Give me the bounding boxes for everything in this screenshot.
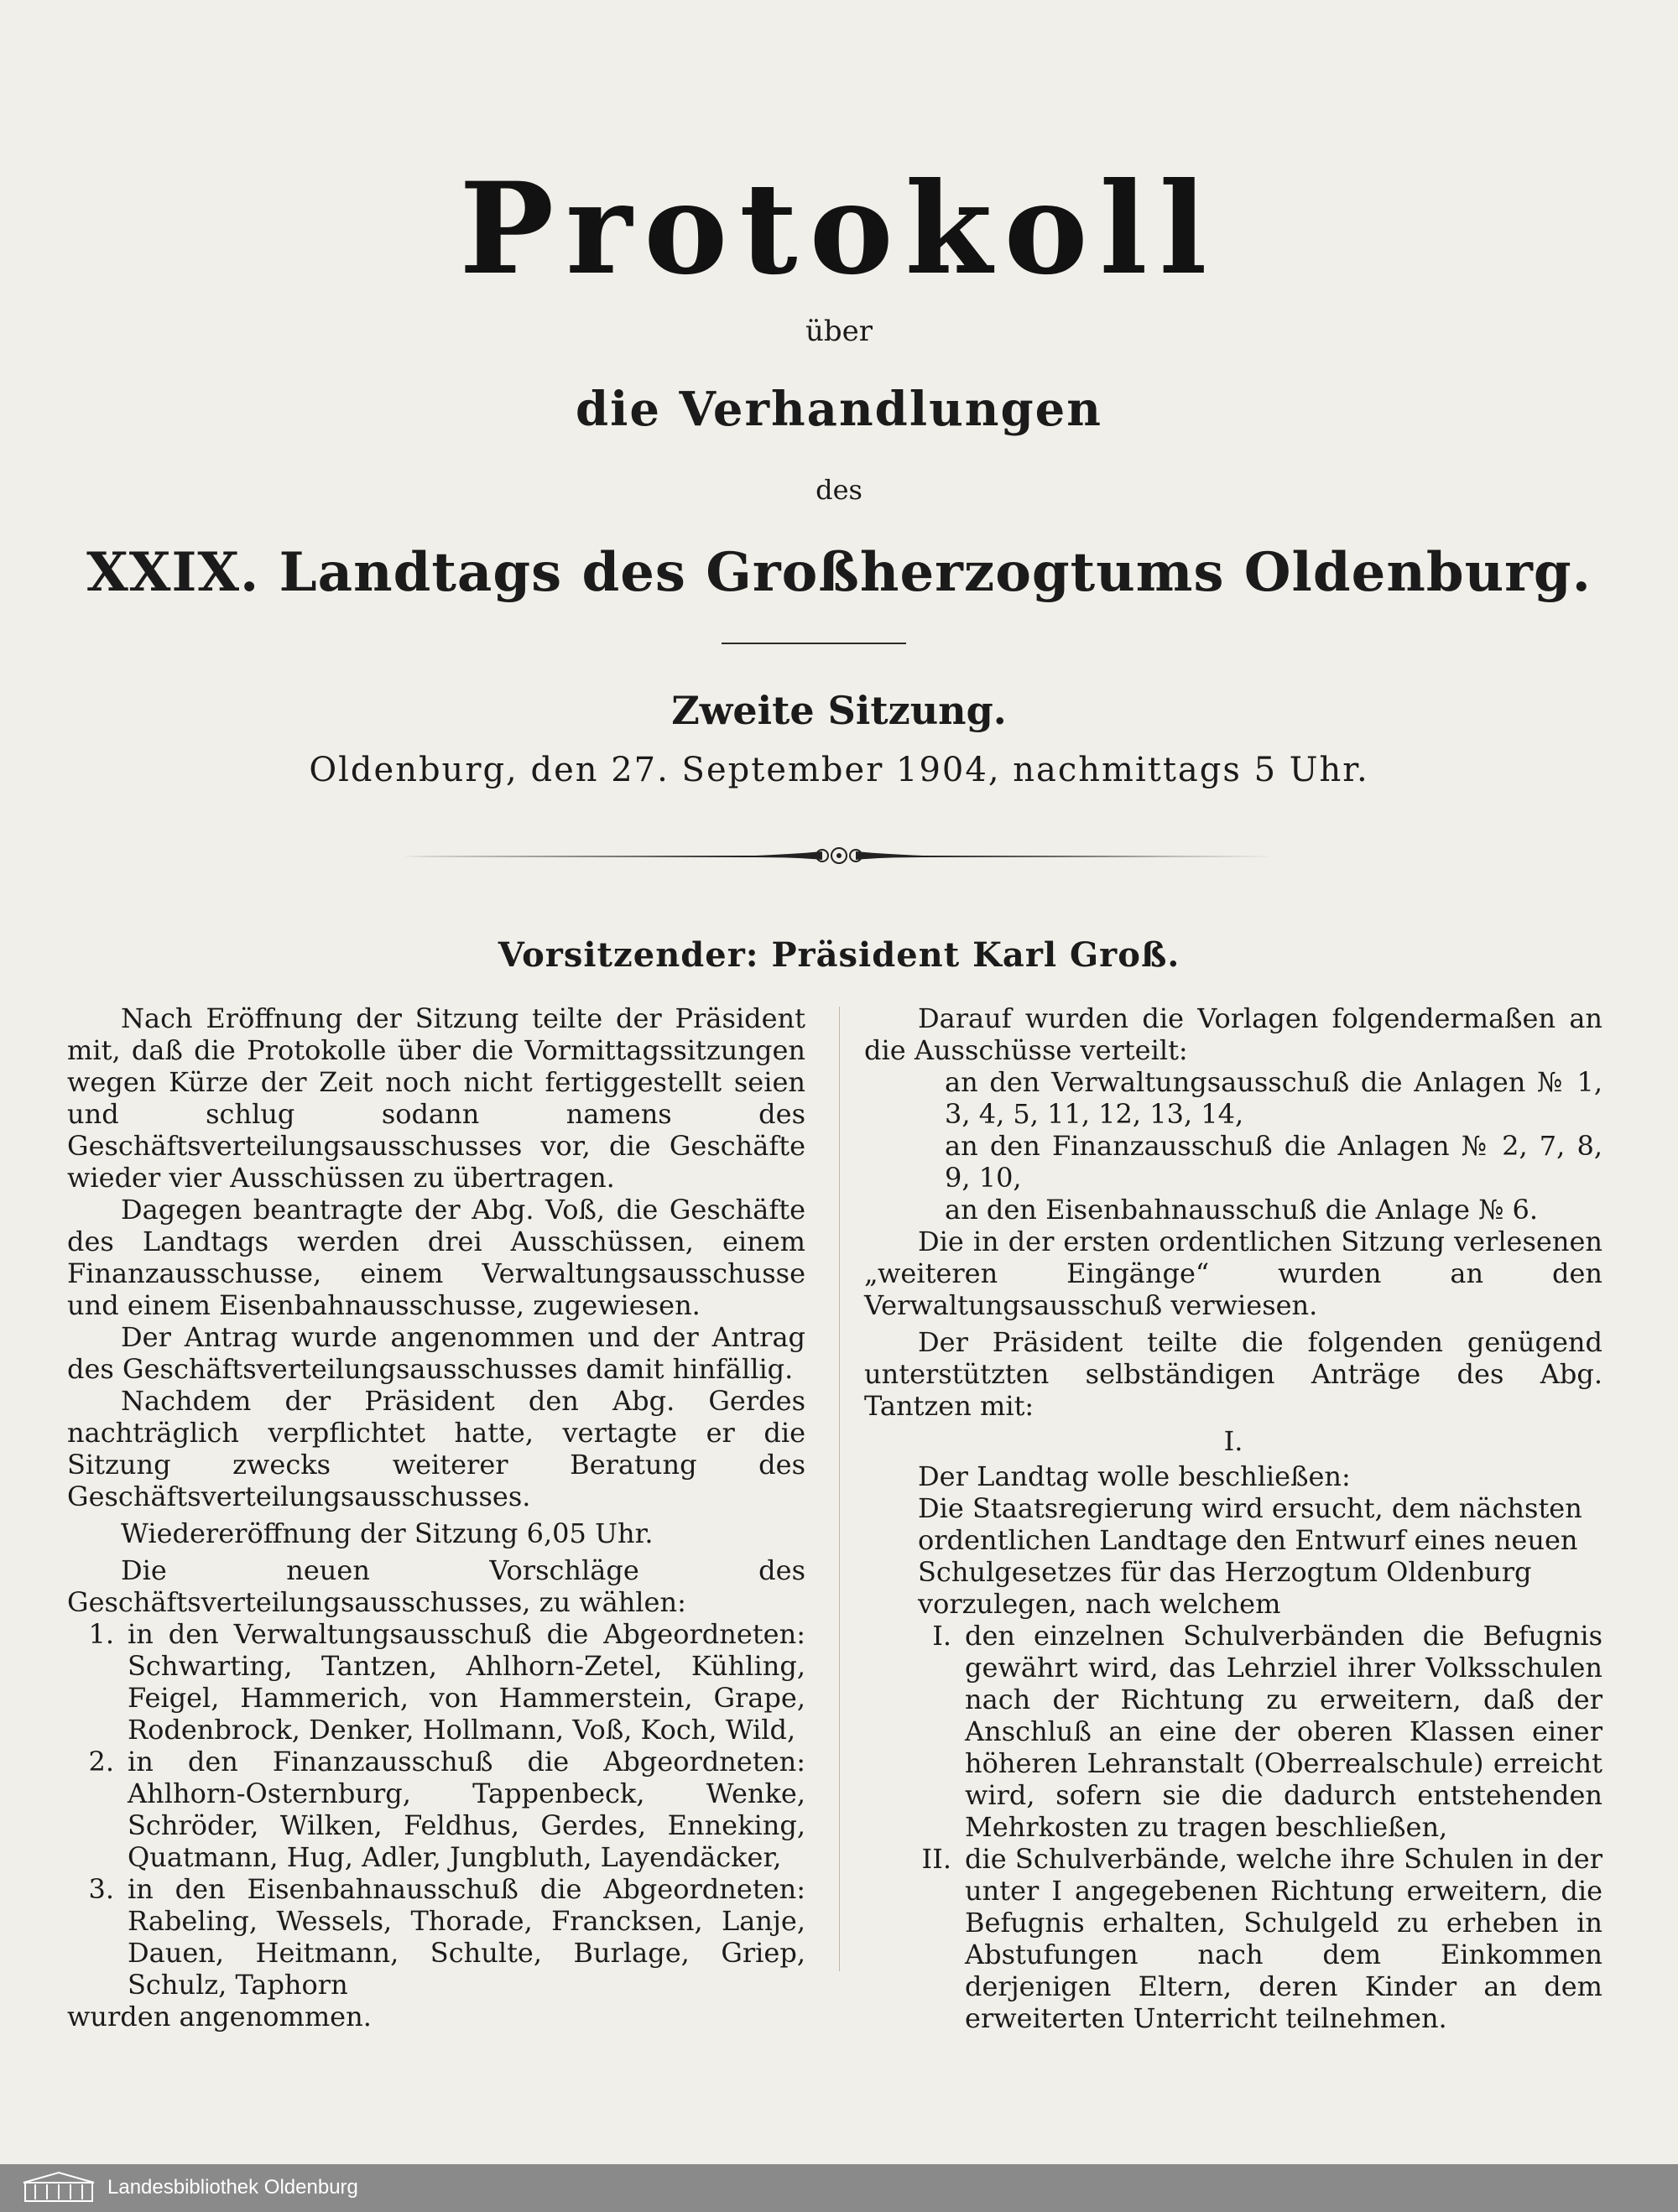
subtitle-verhandlungen: die Verhandlungen (575, 382, 1103, 437)
paragraph: Darauf wurden die Vorlagen folgendermaßen an die Ausschüsse verteilt: (864, 1002, 1602, 1066)
footer-bar (0, 2164, 1678, 2212)
left-column (67, 1002, 805, 2032)
list-item (67, 1618, 805, 1746)
paragraph: Dagegen beantragte der Abg. Voß, die Geschäfte des Landtags werden drei Ausschüssen, einem Finanzausschusse, einem Verwaltungsausschusse und einem Eisenbahnausschusse, zugewiesen. (67, 1194, 805, 1321)
list-text: in den Verwaltungsausschuß die Abgeordneten: Schwarting, Tantzen, Ahlhorn-Zetel, Kühling, Feigel, Hammerich, von Hammerstein, Grape, Rodenbrock, Denker, Hollmann, Voß, Koch, Wild, (128, 1618, 805, 1746)
paragraph: Die neuen Vorschläge des Geschäftsverteilungsausschusses, zu wählen: (67, 1554, 805, 1618)
motion-text: Die Staatsregierung wird ersucht, dem nächsten ordentlichen Landtage den Entwurf eines neuen Schulgesetzes für das Herzogtum Oldenburg vorzulegen, nach welchem (918, 1492, 1582, 1620)
list-number: 3. (88, 1873, 114, 1905)
list-item (67, 1746, 805, 1873)
list-item (67, 1873, 805, 2001)
session-date: Oldenburg, den 27. September 1904, nachmittags 5 Uhr. (309, 751, 1369, 789)
right-column (864, 1002, 1602, 2034)
list-number: 1. (88, 1618, 114, 1650)
list-text: den einzelnen Schulverbänden die Befugnis gewährt wird, das Lehrziel ihrer Volksschulen nach der Richtung zu erweitern, daß der Anschluß an eine der oberen Klassen einer höheren Lehranstalt (Oberrealschule) erreicht wird, sofern sie die dadurch entstehenden Mehrkosten zu tragen beschließen, (965, 1620, 1602, 1843)
chairman-line: Vorsitzender: Präsident Karl Groß. (498, 935, 1180, 975)
column-divider (839, 1007, 840, 1971)
paragraph: wurden angenommen. (67, 2001, 372, 2032)
session-heading: Zweite Sitzung. (671, 688, 1007, 733)
landtag-heading: XXIX. Landtags des Großherzogtums Oldenburg. (86, 541, 1592, 604)
list-text: in den Finanzausschuß die Abgeordneten: Ahlhorn-Osternburg, Tappenbeck, Wenke, Schröder, Wilken, Feldhus, Gerdes, Enneking, Quatmann, Hug, Adler, Jungbluth, Layendäcker, (128, 1746, 805, 1873)
subtitle-des: des (816, 474, 862, 506)
distribution-item: an den Eisenbahnausschuß die Anlage № 6. (945, 1194, 1539, 1226)
paragraph: Die in der ersten ordentlichen Sitzung verlesenen „weiteren Eingänge“ wurden an den Verwaltungsausschuß verwiesen. (864, 1226, 1602, 1321)
list-number: II. (921, 1843, 951, 1875)
roman-heading: I. (1223, 1425, 1243, 1457)
list-item (864, 1843, 1602, 2034)
distribution-item: an den Finanzausschuß die Anlagen № 2, 7, 8, 9, 10, (945, 1130, 1602, 1194)
document-title: Protokoll (459, 155, 1219, 303)
resolution-line: Der Landtag wolle beschließen: (918, 1460, 1351, 1492)
paragraph: Der Präsident teilte die folgenden genügend unterstützten selbständigen Anträge des Abg. Tantzen mit: (864, 1326, 1602, 1422)
library-building-icon (20, 2171, 97, 2204)
committee-list (67, 1618, 805, 2001)
paragraph: Nachdem der Präsident den Abg. Gerdes nachträglich verpflichtet hatte, vertagte er die Sitzung zwecks weiterer Beratung des Geschäftsverteilungsausschusses. (67, 1385, 805, 1512)
list-number: I. (932, 1620, 951, 1652)
library-name: Landesbibliothek Oldenburg (107, 2176, 358, 2199)
distribution-item: an den Verwaltungsausschuß die Anlagen № 1, 3, 4, 5, 11, 12, 13, 14, (945, 1066, 1602, 1130)
list-text: die Schulverbände, welche ihre Schulen in der unter I angegebenen Richtung erweitern, die Befugnis erhalten, Schulgeld zu erheben in Abstufungen nach dem Einkommen derjenigen Eltern, deren Kinder an dem erweiterten Unterricht teilnehmen. (965, 1843, 1602, 2034)
motion-list (864, 1620, 1602, 2034)
list-text: in den Eisenbahnausschuß die Abgeordneten: Rabeling, Wessels, Thorade, Francksen, Lanje, Dauen, Heitmann, Schulte, Burlage, Griep, Schulz, Taphorn (128, 1873, 805, 2001)
paragraph: Wiedereröffnung der Sitzung 6,05 Uhr. (121, 1517, 654, 1549)
list-number: 2. (88, 1746, 114, 1777)
ornament-divider (403, 843, 1275, 868)
short-divider (722, 643, 906, 644)
list-item (864, 1620, 1602, 1843)
subtitle-ueber: über (805, 315, 873, 348)
paragraph: Der Antrag wurde angenommen und der Antrag des Geschäftsverteilungsausschusses damit hinfällig. (67, 1321, 805, 1385)
paragraph: Nach Eröffnung der Sitzung teilte der Präsident mit, daß die Protokolle über die Vormittagssitzungen wegen Kürze der Zeit noch nicht fertiggestellt seien und schlug sodann namens des Geschäftsverteilungsausschusses vor, die Geschäfte wieder vier Ausschüssen zu übertragen. (67, 1002, 805, 1194)
